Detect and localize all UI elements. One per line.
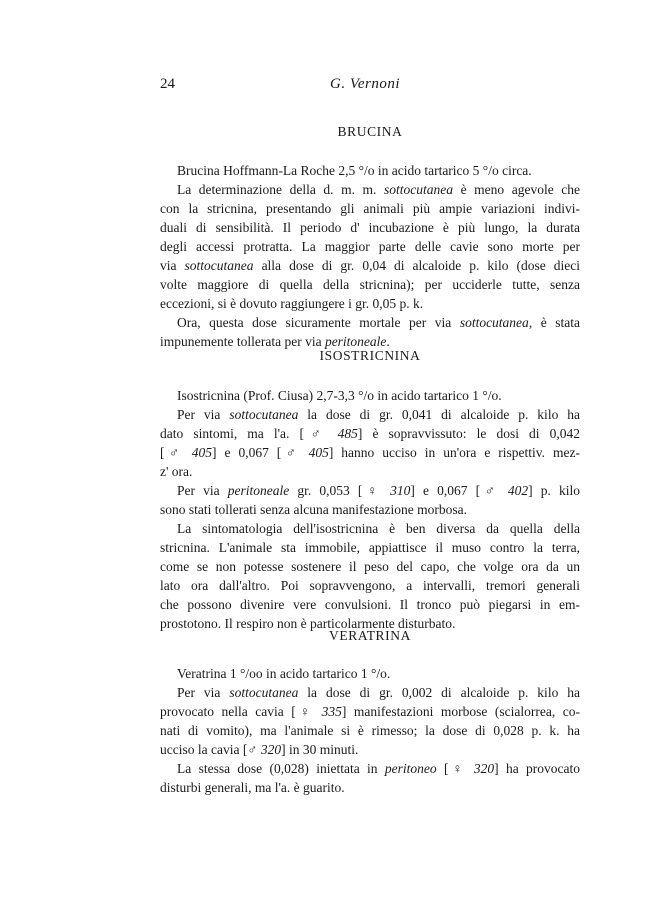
text-line: Brucina Hoffmann-La Roche 2,5 °/o in acido tartarico 5 °/o circa. — [177, 163, 532, 178]
text-line: La sintomatologia dell'isostricnina è ben diversa da quella della — [177, 521, 580, 536]
text-line: degli accessi protratta. La maggior parte delle cavie sono morte per — [160, 239, 580, 254]
page-number: 24 — [160, 76, 175, 92]
text-line: La determinazione della d. m. m. sottocutanea è meno agevole che — [177, 182, 580, 197]
text-line: lato ora dall'altro. Poi sopravvengono, a intervalli, tremori generali — [160, 578, 580, 593]
text-line: come se non potesse sostenere il peso del capo, che volge ora da un — [160, 559, 580, 574]
text-line: Ora, questa dose sicuramente mortale per via sottocutanea, è stata — [177, 315, 580, 330]
text-line: prostotono. Il respiro non è particolarmente disturbato. — [160, 616, 456, 631]
text-line: z' ora. — [160, 464, 193, 479]
text-line: stricnina. L'animale sta immobile, appiattisce il muso contro la terra, — [160, 540, 580, 555]
text-line: che possono divenire vere convulsioni. Il tronco può piegarsi in em- — [160, 597, 580, 612]
running-author: G. Vernoni — [330, 76, 400, 92]
running-header — [160, 76, 572, 96]
text-line: Per via sottocutanea la dose di gr. 0,041 di alcaloide p. kilo ha — [177, 407, 580, 422]
text-line: [♂ 405] e 0,067 [♂ 405] hanno ucciso in un'ora e rispettiv. mez- — [160, 445, 580, 460]
text-line: disturbi generali, ma l'a. è guarito. — [160, 780, 345, 795]
text-line: La stessa dose (0,028) iniettata in peritoneo [♀ 320] ha provocato — [177, 761, 581, 776]
text-line: ucciso la cavia [♂ 320] in 30 minuti. — [160, 742, 359, 757]
text-line: volte maggiore di quella della stricnina); per ucciderle tutte, senza — [160, 277, 580, 292]
text-line: Per via peritoneale gr. 0,053 [♀ 310] e 0,067 [♂ 402] p. kilo — [177, 483, 581, 498]
text-line: Isostricnina (Prof. Ciusa) 2,7-3,3 °/o in acido tartarico 1 °/o. — [177, 388, 502, 403]
text-line: nati di vomito), ma l'animale si è rimesso; la dose di 0,028 p. k. ha — [160, 723, 580, 738]
section-heading-brucina: BRUCINA — [337, 124, 403, 139]
text-line: Per via sottocutanea la dose di gr. 0,002 di alcaloide p. kilo ha — [177, 685, 580, 700]
text-line: impunemente tollerata per via peritoneale. — [160, 334, 390, 349]
text-line: Veratrina 1 °/oo in acido tartarico 1 °/o. — [177, 666, 391, 681]
text-line: via sottocutanea alla dose di gr. 0,04 di alcaloide p. kilo (dose dieci — [160, 258, 580, 273]
text-line: dato sintomi, ma l'a. [♂ 485] è sopravvissuto: le dosi di 0,042 — [160, 426, 580, 441]
text-line: con la stricnina, presentando gli animali più ampie variazioni indivi- — [160, 201, 580, 216]
text-line: duali di sensibilità. Il periodo d' incubazione è più lungo, la durata — [160, 220, 580, 235]
text-line: sono stati tollerati senza alcuna manifestazione morbosa. — [160, 502, 468, 517]
text-line: provocato nella cavia [♀ 335] manifestazioni morbose (scialorrea, co- — [160, 704, 580, 719]
section-heading-isostricnina: ISOSTRICNINA — [319, 348, 421, 363]
section-heading-veratrina: VERATRINA — [329, 628, 411, 643]
text-line: eccezioni, si è dovuto raggiungere i gr. 0,05 p. k. — [160, 296, 424, 311]
